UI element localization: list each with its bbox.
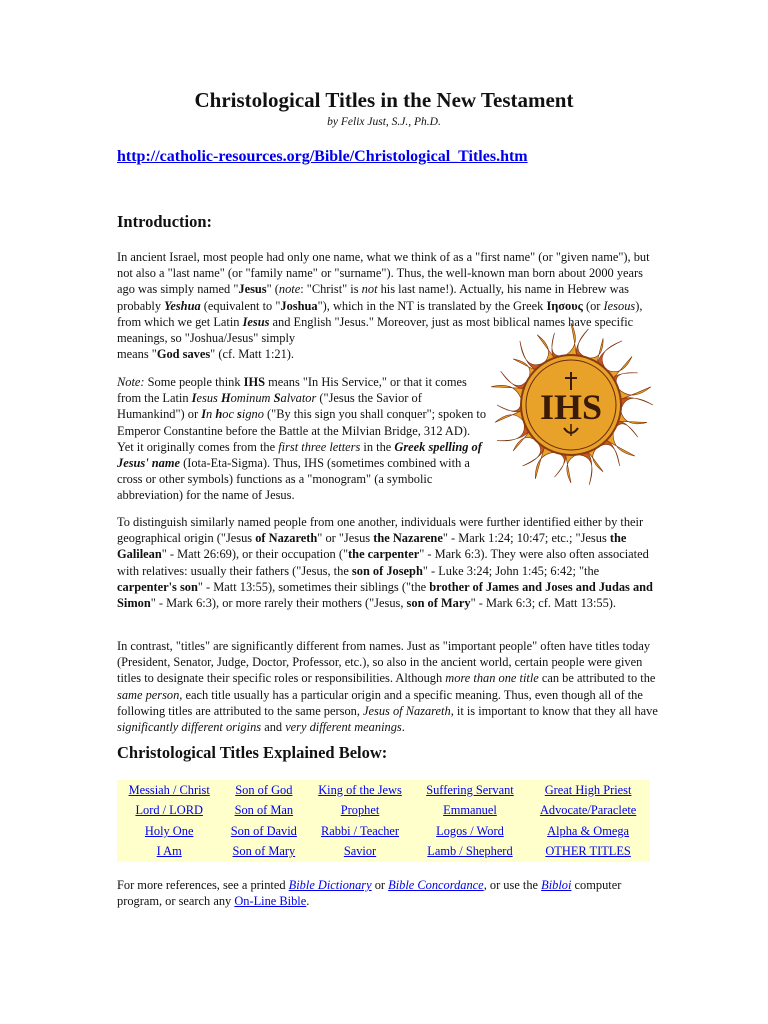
title-link[interactable]: Logos / Word: [436, 823, 504, 838]
title-link[interactable]: Son of God: [235, 782, 293, 797]
text-run: In contrast, "titles" are significantly different from names. Just as "important people" often have titles today (President, Senator, Judge, Doctor, Professor, etc.), so also in the ancient world, certain people were given titles to designate their specific roles or responsibilities. Although: [117, 639, 651, 686]
title-link[interactable]: Suffering Servant: [426, 782, 514, 797]
text-run: , or use the: [483, 878, 542, 892]
introduction-heading: Introduction:: [117, 212, 213, 231]
text-run: To distinguish similarly named people from one another, individuals were further identified either by their geographical origin ("Jesus: [117, 515, 644, 546]
emphasis-text: alvator: [280, 391, 317, 406]
sun-ray: [618, 387, 651, 400]
sun-ray: [566, 323, 577, 355]
title-link[interactable]: I Am: [156, 844, 182, 859]
emphasis-text: ominum: [230, 391, 274, 406]
sun-ray: [555, 452, 566, 477]
text-run: ("By this sign you shall conquer"; spoken to Emperor Constantine before the Battle at the Milvian Bridge, 312 AD). Yet it originally comes from the: [117, 407, 487, 454]
references-paragraph: [117, 877, 662, 909]
emphasis-text: same person: [117, 687, 180, 702]
reference-link[interactable]: Bible Concordance: [388, 878, 484, 892]
title-link[interactable]: Prophet: [340, 803, 380, 818]
title-link[interactable]: Son of Man: [234, 803, 294, 818]
emphasis-text: IHS: [243, 375, 266, 389]
title-link[interactable]: Rabbi / Teacher: [320, 823, 400, 838]
emphasis-text: Yeshua: [164, 298, 201, 313]
text-run: ), from which we get Latin: [117, 298, 643, 329]
text-run: " (cf. Matt 1:21).: [210, 347, 295, 362]
emphasis-text: significantly different origins: [117, 720, 262, 735]
paragraph-identifiers: [117, 514, 662, 611]
emphasis-text: Ιησους: [546, 298, 583, 313]
emphasis-text: brother of James and Joses and Judas and Simon: [117, 579, 653, 611]
emphasis-text: note: [278, 282, 301, 297]
titles-row: [117, 842, 650, 863]
title-link[interactable]: Advocate/Paraclete: [539, 803, 637, 818]
emphasis-text: esus: [196, 391, 221, 406]
emphasis-text: more than one title: [445, 671, 539, 686]
emphasis-text: very different meanings: [285, 720, 402, 735]
reference-link[interactable]: Bibloi: [541, 878, 572, 892]
emphasis-text: Joshua: [280, 298, 318, 313]
text-run: , it is important to know that they all have: [450, 703, 658, 718]
titles-heading: Christological Titles Explained Below:: [117, 743, 388, 762]
titles-row: [117, 821, 650, 842]
emphasis-text: h: [215, 407, 223, 422]
ihs-sunburst-icon: [486, 320, 656, 490]
emphasis-text: Note:: [117, 375, 145, 389]
emphasis-text: Jesus of Nazareth: [363, 703, 451, 718]
title-link[interactable]: Holy One: [144, 823, 194, 838]
emphasis-text: son of Mary: [406, 596, 471, 611]
emphasis-text: not: [361, 282, 378, 297]
text-run: " - Luke 3:24; John 1:45; 6:42; "the: [422, 563, 600, 578]
source-url-link[interactable]: http://catholic-resources.org/Bible/Christological_Titles.htm: [117, 148, 528, 165]
text-run: For more references, see a printed: [117, 878, 289, 892]
emphasis-text: Greek spelling of Jesus' name: [117, 439, 482, 471]
title-link[interactable]: OTHER TITLES: [545, 844, 631, 859]
text-run: " - Matt 13:55), sometimes their siblings ("the: [197, 579, 430, 594]
text-run: " - Mark 1:24; 10:47; etc.; "Jesus: [442, 531, 610, 546]
title-link[interactable]: Alpha & Omega: [547, 823, 630, 838]
text-run: , each title usually has a particular origin and a specific meaning. Thus, even though all of the following titles are attributed to the same person,: [117, 687, 643, 718]
author-byline: by Felix Just, S.J., Ph.D.: [327, 116, 441, 128]
emphasis-text: igno: [241, 407, 264, 422]
emphasis-text: Jesus: [238, 282, 267, 297]
title-link[interactable]: Son of David: [230, 823, 297, 838]
page-title: Christological Titles in the New Testament: [194, 88, 574, 112]
title-link[interactable]: Son of Mary: [232, 844, 296, 859]
title-link[interactable]: Savior: [343, 844, 377, 859]
text-run: means "In His Service," or that it comes from the Latin: [117, 375, 467, 406]
emphasis-text: H: [220, 391, 231, 406]
text-run: " - Mark 6:3). They were also often associated with relatives: usually their fathers ("Jesus, the: [117, 547, 649, 578]
ihs-monogram-text: IHS: [539, 387, 603, 427]
emphasis-text: the Nazarene: [373, 531, 443, 546]
text-run: " - Mark 6:3; cf. Matt 13:55).: [470, 596, 617, 611]
reference-link[interactable]: Bible Dictionary: [288, 878, 372, 892]
emphasis-text: the Galilean: [117, 531, 627, 562]
text-run: " - Matt 26:69), or their occupation (": [161, 547, 349, 562]
emphasis-text: S: [273, 391, 281, 406]
title-link[interactable]: King of the Jews: [318, 782, 402, 797]
text-run: (Iota-Eta-Sigma). Thus, IHS (sometimes combined with a cross or other symbols) functions as a "monogram" (a symbolic abbreviation) for the name of Jesus.: [117, 456, 470, 503]
titles-table: [117, 780, 650, 862]
title-link[interactable]: Emmanuel: [443, 803, 497, 818]
text-run: (equivalent to ": [200, 298, 281, 313]
text-run: computer program, or search any: [117, 878, 622, 909]
text-run: "), which in the NT is translated by the Greek: [317, 298, 547, 313]
text-run: .: [306, 894, 310, 909]
emphasis-text: oc: [222, 407, 238, 422]
text-run: .: [401, 720, 405, 735]
emphasis-text: God saves: [156, 347, 211, 362]
text-run: " (: [266, 282, 279, 297]
sun-ray: [577, 452, 592, 485]
sun-ray: [495, 411, 524, 423]
sun-ray: [566, 455, 577, 483]
text-run: in the: [360, 439, 395, 454]
title-link[interactable]: Lamb / Shepherd: [427, 844, 513, 859]
text-run: (or: [582, 298, 604, 313]
sun-ray: [552, 333, 565, 358]
reference-link[interactable]: On-Line Bible: [234, 894, 307, 909]
text-run: " or "Jesus: [317, 531, 374, 546]
title-link[interactable]: Lord / LORD: [135, 803, 203, 818]
titles-row: [117, 801, 650, 822]
emphasis-text: of Nazareth: [255, 531, 318, 546]
text-run: Some people think: [144, 375, 244, 389]
emphasis-text: first three letters: [278, 439, 361, 454]
emphasis-text: I: [191, 391, 197, 406]
emphasis-text: son of Joseph: [351, 563, 423, 578]
emphasis-text: s: [237, 407, 242, 422]
paragraph-titles-contrast: [117, 638, 662, 735]
sun-ray: [618, 411, 647, 424]
emphasis-text: the carpenter: [348, 547, 420, 562]
text-run: ("Jesus the Savior of Humankind") or: [117, 391, 422, 422]
text-run: can be attributed to the: [538, 671, 656, 686]
note-paragraph-ihs: [117, 374, 487, 504]
text-run: and: [261, 720, 286, 735]
text-run: his last name!). Actually, his name in Hebrew was probably: [117, 282, 629, 313]
sun-ray: [576, 329, 588, 358]
sun-ray: [497, 400, 521, 412]
titles-row: [117, 780, 650, 801]
title-link[interactable]: Great High Priest: [544, 782, 632, 797]
text-run: or: [371, 878, 389, 892]
emphasis-text: carpenter's son: [117, 579, 198, 594]
emphasis-text: Iesous: [603, 298, 636, 313]
title-link[interactable]: Messiah / Christ: [128, 782, 210, 797]
emphasis-text: Iesus: [242, 314, 270, 329]
text-run: means ": [117, 347, 157, 362]
text-run: : "Christ" is: [300, 282, 362, 297]
emphasis-text: I: [201, 407, 207, 422]
sun-ray: [621, 398, 653, 411]
emphasis-text: n: [206, 407, 216, 422]
text-run: In ancient Israel, most people had only one name, what we think of as a "first name" (or "given name"), but not also a "last name" (or "family name" or "surname"). Thus, the well-known man born about 2000 years ago was simply named ": [117, 250, 650, 297]
text-run: " - Mark 6:3), or more rarely their mothers ("Jesus,: [150, 596, 407, 611]
text-run: and English "Jesus." Moreover, just as most biblical names have specific meanings, so "Joshua/Jesus" simply: [117, 314, 634, 346]
